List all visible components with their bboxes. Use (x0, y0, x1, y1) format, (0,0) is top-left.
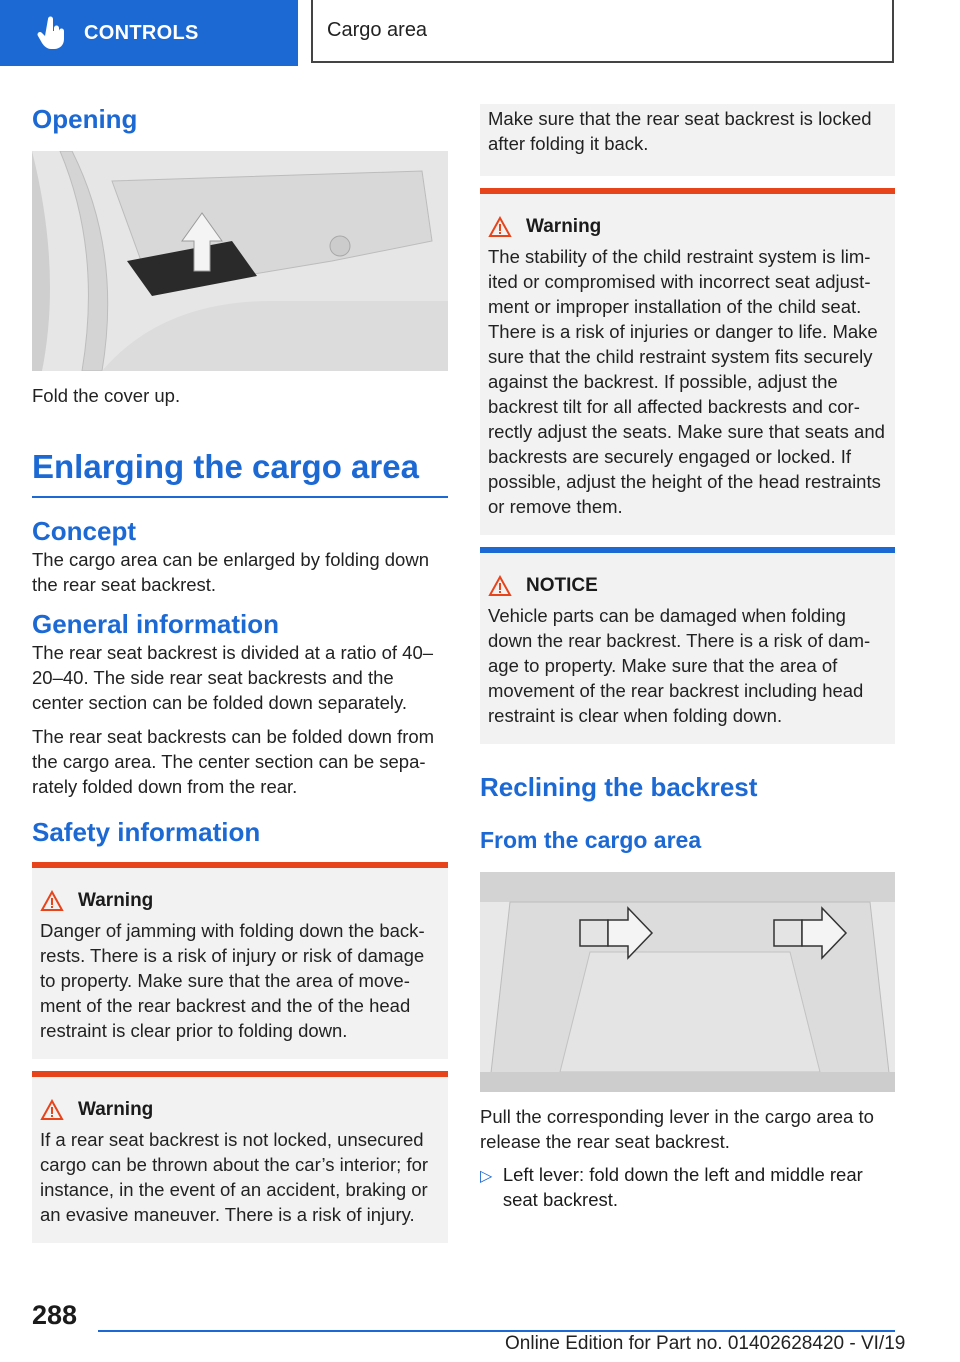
right-column (480, 104, 895, 1212)
cargo-cover-photo (32, 151, 448, 371)
notice-header (488, 575, 887, 597)
concept-heading: Concept (32, 516, 136, 546)
warning-box-3 (480, 188, 895, 535)
reclining-heading: Reclining the backrest (480, 772, 758, 802)
concept-text: The cargo area can be enlarged by folding down the rear seat backrest. (32, 549, 429, 595)
warning-header (40, 1099, 440, 1121)
section-label: CONTROLS (84, 21, 199, 44)
chapter-header (311, 0, 894, 63)
from-cargo-heading: From the cargo area (480, 827, 702, 853)
edition-text: Online Edition for Part no. 01402628420 - VI/19 (505, 1333, 906, 1354)
pull-lever-text: Pull the corresponding lever in the cargo area to release the rear seat backrest. (480, 1106, 874, 1152)
bullet-text: Left lever: fold down the left and middle rear seat backrest. (502, 1164, 863, 1210)
warning-title: Warning (78, 890, 154, 911)
bullet-arrow-icon: ▷ (480, 1168, 493, 1185)
warning-box-1 (32, 862, 448, 1059)
cargo-levers-photo (480, 872, 895, 1092)
warning-triangle-icon (40, 1099, 64, 1121)
chapter-title: Cargo area (327, 19, 428, 41)
hand-pointer-icon (32, 13, 72, 53)
general-info-text-1: The rear seat backrest is divided at a ratio of 40–20–40. The side rear seat backrests and the center section can be folded down separately. (32, 642, 434, 713)
general-info-heading: General information (32, 609, 280, 639)
opening-heading: Opening (32, 104, 138, 134)
safety-heading: Safety information (32, 817, 261, 847)
section-tab[interactable] (0, 0, 298, 66)
notice-title: NOTICE (526, 575, 598, 596)
warning-triangle-icon (40, 890, 64, 912)
warning-continuation-box (480, 104, 895, 176)
continuation-text: Make sure that the rear seat backrest is locked after folding it back. (488, 108, 872, 154)
bullet-item-left-lever (480, 1162, 895, 1212)
general-info-text-2: The rear seat backrests can be folded down from the cargo area. The center section can be separately folded down from the rear. (32, 726, 435, 797)
left-column (32, 100, 448, 1243)
notice-triangle-icon (488, 575, 512, 597)
footer-rule (98, 1330, 895, 1332)
warning-header (488, 216, 887, 238)
page-number: 288 (32, 1300, 78, 1330)
warning-title: Warning (526, 216, 602, 237)
warning-triangle-icon (488, 216, 512, 238)
opening-caption: Fold the cover up. (32, 385, 181, 406)
warning-title: Warning (78, 1099, 154, 1120)
warning-text: Danger of jamming with folding down the backrests. There is a risk of injury or risk of damage to property. Make sure that the area of movement of the rear backrest and the of the head restraint is clear prior to folding down. (40, 920, 425, 1041)
warning-text: If a rear seat backrest is not locked, unsecured cargo can be thrown about the car’s interior; for instance, in the event of an accident, braking or an evasive maneuver. There is a risk of injury. (40, 1129, 429, 1225)
warning-header (40, 890, 440, 912)
notice-box (480, 547, 895, 744)
warning-text: The stability of the child restraint system is limited or compromised with incorrect seat adjustment or improper installation of the child seat. There is a risk of injuries or danger to life. Make sure that the child restraint system fits securely against the backrest. If possible, adjust the backrest tilt for all affected backrests and correctly adjust the seats. Make sure that seats and backrests are securely engaged or locked. If possible, adjust the height of the head restraints or remove them. (488, 246, 885, 517)
notice-text: Vehicle parts can be damaged when folding down the rear backrest. There is a risk of damage to property. Make sure that the area of movement of the rear backrest including head restraint is clear when folding down. (488, 605, 871, 726)
warning-box-2 (32, 1071, 448, 1243)
enlarging-heading: Enlarging the cargo area (32, 448, 448, 498)
